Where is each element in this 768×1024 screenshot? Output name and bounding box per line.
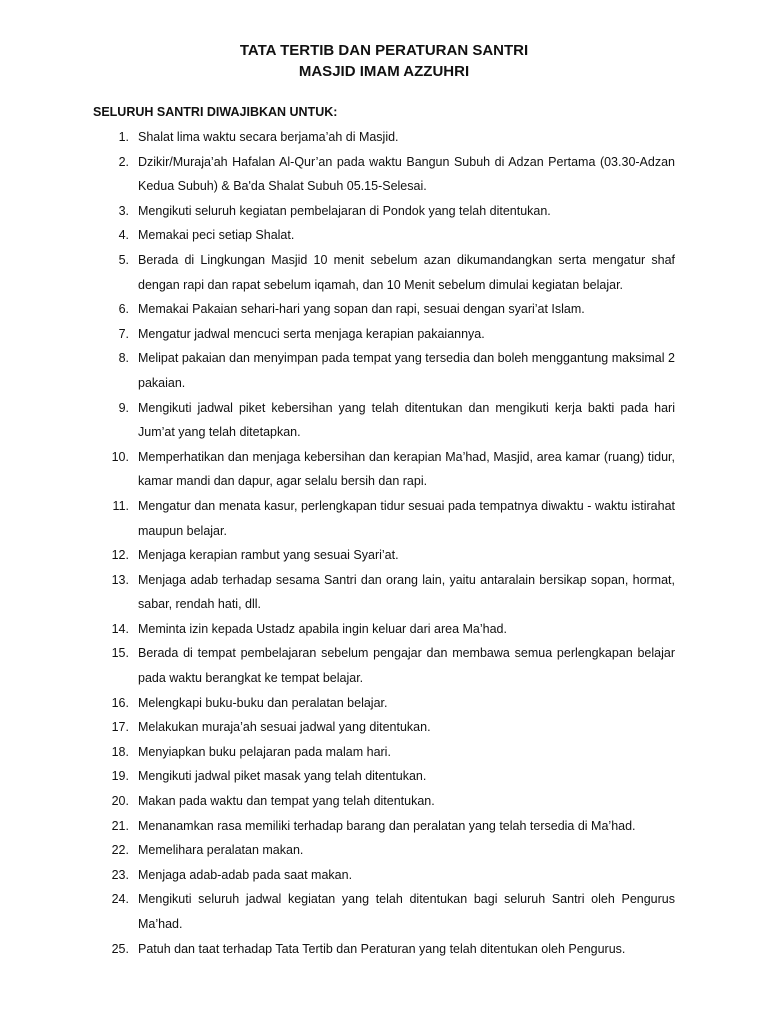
- item-number: 17.: [111, 720, 129, 735]
- item-text: Melengkapi buku-buku dan peralatan belajar.: [138, 695, 388, 710]
- item-number: 25.: [111, 941, 129, 956]
- list-item: [93, 199, 675, 224]
- list-item: [93, 568, 675, 617]
- item-number: 14.: [111, 621, 129, 636]
- item-text: Menjaga kerapian rambut yang sesuai Syari’at.: [138, 548, 399, 563]
- item-number: 11.: [112, 498, 129, 513]
- list-item: [93, 691, 675, 716]
- item-text: Memakai peci setiap Shalat.: [138, 228, 295, 243]
- list-item: [93, 445, 675, 494]
- item-number: 13.: [111, 572, 129, 587]
- item-number: 24.: [111, 892, 129, 907]
- item-text: Berada di Lingkungan Masjid 10 menit sebelum azan dikumandangkan serta mengatur shaf dengan rapi dan rapat sebelum iqamah, dan 10 Menit sebelum dimulai kegiatan belajar.: [138, 252, 675, 292]
- item-number: 7.: [118, 326, 129, 341]
- list-item: [93, 125, 675, 150]
- item-number: 20.: [111, 794, 129, 809]
- item-text: Menjaga adab-adab pada saat makan.: [138, 867, 353, 882]
- item-text: Menanamkan rasa memiliki terhadap barang dan peralatan yang telah tersedia di Ma’had.: [138, 818, 636, 833]
- item-number: 3.: [118, 203, 129, 218]
- list-item: [93, 863, 675, 888]
- item-number: 21.: [111, 818, 129, 833]
- item-text: Berada di tempat pembelajaran sebelum pengajar dan membawa semua perlengkapan belajar pada waktu berangkat ke tempat belajar.: [138, 646, 675, 686]
- item-text: Mengikuti seluruh jadwal kegiatan yang telah ditentukan bagi seluruh Santri oleh Pengurus Ma’had.: [138, 892, 675, 931]
- item-number: 2.: [118, 154, 129, 169]
- item-text: Patuh dan taat terhadap Tata Tertib dan Peraturan yang telah ditentukan oleh Pengurus.: [138, 941, 626, 956]
- item-text: Melakukan muraja’ah sesuai jadwal yang ditentukan.: [138, 720, 431, 735]
- item-number: 9.: [118, 400, 129, 415]
- list-item: [93, 764, 675, 789]
- list-item: [93, 543, 675, 568]
- item-number: 8.: [118, 351, 129, 366]
- list-item: [93, 641, 675, 690]
- item-number: 16.: [111, 695, 129, 710]
- list-item: [93, 396, 675, 445]
- item-text: Mengikuti jadwal piket masak yang telah ditentukan.: [138, 769, 427, 784]
- item-text: Menjaga adab terhadap sesama Santri dan orang lain, yaitu antaralain bersikap sopan, hormat, sabar, rendah hati, dll.: [138, 572, 675, 612]
- list-item: [93, 150, 675, 199]
- item-text: Mengatur dan menata kasur, perlengkapan tidur sesuai pada tempatnya diwaktu - waktu istirahat maupun belajar.: [138, 498, 675, 538]
- item-number: 12.: [111, 548, 129, 563]
- section-heading: SELURUH SANTRI DIWAJIBKAN UNTUK:: [93, 105, 338, 119]
- list-item: [93, 740, 675, 765]
- list-item: [93, 887, 675, 936]
- item-number: 19.: [111, 769, 129, 784]
- list-item: [93, 814, 675, 839]
- item-text: Memelihara peralatan makan.: [138, 843, 304, 858]
- document-title-line-1: TATA TERTIB DAN PERATURAN SANTRI: [239, 42, 529, 59]
- item-number: 6.: [118, 302, 129, 317]
- item-number: 10.: [111, 449, 129, 464]
- item-number: 23.: [111, 867, 129, 882]
- item-text: Meminta izin kepada Ustadz apabila ingin keluar dari area Ma’had.: [138, 621, 507, 636]
- item-text: Menyiapkan buku pelajaran pada malam hari.: [138, 744, 391, 759]
- item-number: 15.: [111, 646, 129, 661]
- item-text: Mengatur jadwal mencuci serta menjaga kerapian pakaiannya.: [138, 326, 485, 341]
- item-number: 4.: [118, 228, 129, 243]
- item-text: Mengikuti jadwal piket kebersihan yang telah ditentukan dan mengikuti kerja bakti pada hari Jum’at yang telah ditetapkan.: [138, 400, 675, 440]
- item-text: Memperhatikan dan menjaga kebersihan dan kerapian Ma’had, Masjid, area kamar (ruang) tidur, kamar mandi dan dapur, agar selalu bersih dan rapi.: [138, 449, 675, 489]
- list-item: [93, 297, 675, 322]
- item-text: Melipat pakaian dan menyimpan pada tempat yang tersedia dan boleh menggantung maksimal 2 pakaian.: [138, 351, 675, 390]
- document-title-line-2: MASJID IMAM AZZUHRI: [298, 63, 470, 80]
- list-item: [93, 937, 675, 962]
- item-text: Dzikir/Muraja’ah Hafalan Al-Qur’an pada waktu Bangun Subuh di Adzan Pertama (03.30-Adzan Kedua Subuh) & Ba'da Shalat Subuh 05.15-Selesai.: [138, 154, 675, 194]
- list-item: [93, 838, 675, 863]
- list-item: [93, 322, 675, 347]
- rules-list: [93, 125, 675, 961]
- list-item: [93, 346, 675, 395]
- list-item: [93, 617, 675, 642]
- item-text: Memakai Pakaian sehari-hari yang sopan dan rapi, sesuai dengan syari’at Islam.: [138, 302, 585, 317]
- item-number: 1.: [118, 130, 129, 144]
- item-text: Mengikuti seluruh kegiatan pembelajaran di Pondok yang telah ditentukan.: [138, 203, 551, 218]
- list-item: [93, 223, 675, 248]
- list-item: [93, 789, 675, 814]
- list-item: [93, 248, 675, 297]
- item-text: Makan pada waktu dan tempat yang telah ditentukan.: [138, 794, 435, 809]
- item-number: 5.: [118, 252, 129, 267]
- list-item: [93, 494, 675, 543]
- item-text: Shalat lima waktu secara berjama’ah di Masjid.: [138, 130, 399, 144]
- list-item: [93, 715, 675, 740]
- item-number: 22.: [111, 843, 129, 858]
- item-number: 18.: [111, 744, 129, 759]
